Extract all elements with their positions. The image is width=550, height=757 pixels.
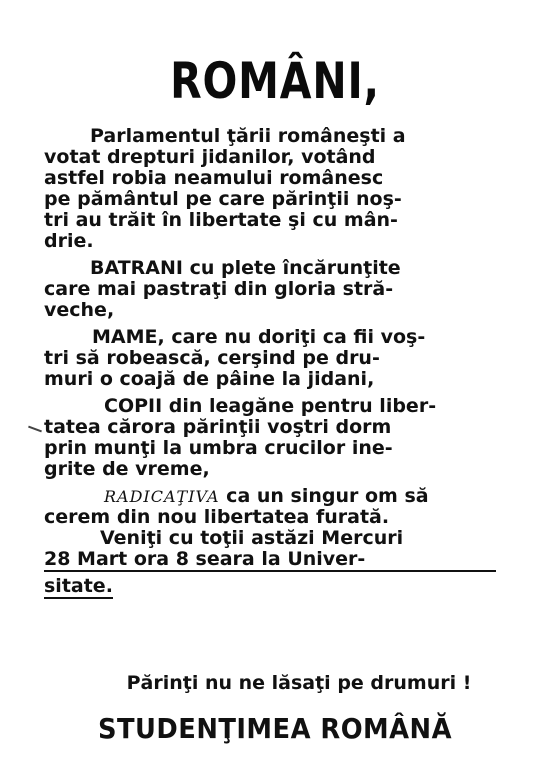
text-line: BATRANI cu plete încărunţite — [90, 257, 401, 279]
text-line: cerem din nou libertatea furată. — [44, 506, 390, 528]
text-line: tri să robească, cerşind pe dru- — [44, 347, 380, 369]
text-line: astfel robia neamului românesc — [44, 167, 384, 189]
text-line: tri au trăit în libertate şi cu mân- — [44, 209, 398, 231]
text-line: muri o coajă de pâine la jidani, — [44, 368, 375, 390]
call-word: RADICAŢIVA — [104, 487, 220, 506]
text-line: MAME, care nu doriţi ca fii voş- — [92, 326, 426, 348]
text-line: COPII din leagăne pentru liber- — [104, 395, 437, 417]
text-line: pe pământul pe care părinţii noş- — [44, 188, 402, 210]
closing-line: Părinţi nu ne lăsaţi pe drumuri ! — [126, 672, 472, 694]
text-line: grite de vreme, — [44, 458, 210, 480]
call-rest: ca un singur om să — [219, 485, 429, 507]
text-line-underlined: 28 Mart ora 8 seara la Univer- — [44, 549, 496, 572]
poster-title: ROMÂNI, — [170, 52, 380, 110]
text-line: care mai pastraţi din gloria stră- — [44, 278, 394, 300]
ink-speck — [28, 426, 42, 433]
text-line: votat drepturi jidanilor, votând — [44, 146, 376, 168]
text-line — [44, 486, 496, 507]
text-line — [44, 576, 496, 597]
text-line: prin munţi la umbra crucilor ine- — [44, 437, 393, 459]
text-fragment-underlined: sitate. — [44, 575, 113, 597]
text-line: drie. — [44, 230, 94, 252]
signature: STUDENŢIMEA ROMÂNĂ — [98, 712, 452, 745]
text-line: veche, — [44, 299, 115, 321]
text-line: Parlamentul ţării româneşti a — [90, 125, 406, 147]
text-line: Veniţi cu toţii astăzi Mercuri — [100, 527, 404, 549]
poster-body — [44, 126, 496, 597]
text-line: tatea cărora părinţii voştri dorm — [44, 416, 392, 438]
